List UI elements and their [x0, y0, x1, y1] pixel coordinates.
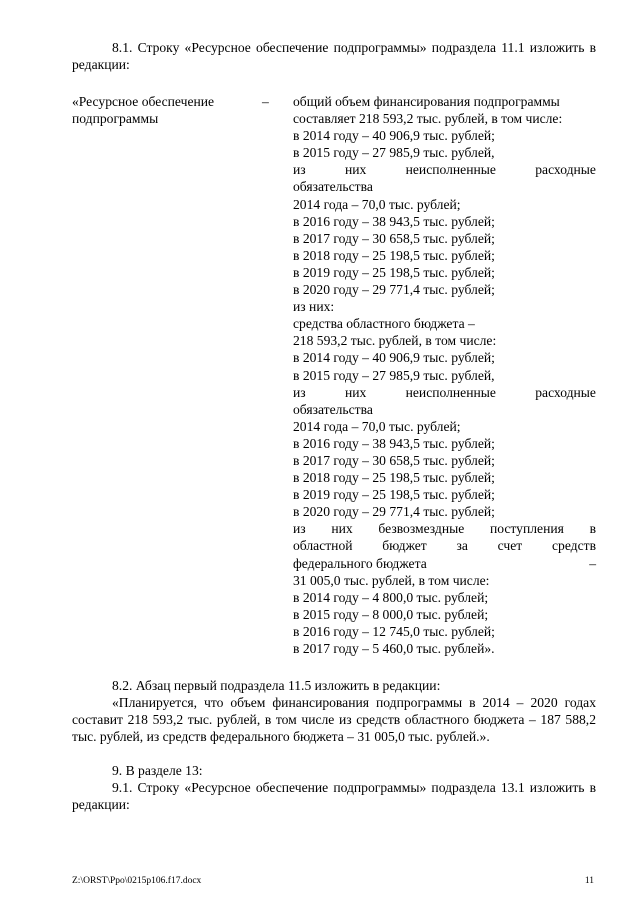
value-line: в 2018 году – 25 198,5 тыс. рублей;	[293, 247, 495, 263]
value-line: обязательства	[293, 179, 373, 195]
value-line	[293, 161, 596, 178]
value-line: в 2017 году – 30 658,5 тыс. рублей;	[293, 230, 495, 246]
footer-file-path: Z:\ORST\Ppo\0215p106.f17.docx	[72, 876, 202, 886]
value-word: –	[589, 555, 596, 571]
value-line	[293, 384, 596, 401]
label-dash: –	[262, 94, 269, 109]
value-word: бюджет	[382, 538, 427, 554]
value-line: общий объем финансирования подпрограммы	[293, 94, 560, 109]
footer-page-number: 11	[584, 876, 594, 886]
value-word: средств	[552, 538, 596, 554]
value-line: 31 005,0 тыс. рублей, в том числе:	[293, 572, 490, 588]
value-line: в 2014 году – 40 906,9 тыс. рублей;	[293, 128, 495, 144]
value-word: неисполненные	[405, 162, 496, 178]
value-line: в 2014 году – 4 800,0 тыс. рублей;	[293, 589, 489, 605]
label-line-2: подпрограммы	[72, 111, 159, 127]
value-line: в 2020 году – 29 771,4 тыс. рублей;	[293, 504, 495, 520]
value-word: безвозмездные	[378, 521, 465, 537]
value-word: расходные	[535, 384, 596, 400]
value-word: из	[293, 162, 306, 178]
value-word: них	[344, 162, 367, 178]
value-line: в 2020 году – 29 771,4 тыс. рублей;	[293, 282, 495, 298]
label-line-1: «Ресурсное обеспечение	[72, 94, 215, 109]
value-line: в 2017 году – 30 658,5 тыс. рублей;	[293, 452, 495, 468]
value-line: в 2019 году – 25 198,5 тыс. рублей;	[293, 487, 495, 503]
value-line: из них:	[293, 299, 335, 315]
value-line: средства областного бюджета –	[293, 316, 475, 332]
value-line: в 2015 году – 27 985,9 тыс. рублей,	[293, 367, 495, 383]
value-line: в 2017 году – 5 460,0 тыс. рублей».	[293, 641, 495, 656]
value-word: федерального бюджета	[293, 555, 427, 571]
value-line: в 2016 году – 38 943,5 тыс. рублей;	[293, 213, 495, 229]
value-line: в 2016 году – 12 745,0 тыс. рублей;	[293, 623, 495, 639]
value-word: в	[589, 521, 596, 537]
section-8-1-paragraph: 8.1. Строку «Ресурсное обеспечение подпрограммы» подраздела 11.1 изложить в редакции:	[72, 40, 596, 72]
value-word: поступления	[489, 521, 564, 537]
value-word: счет	[497, 538, 523, 554]
value-line: в 2019 году – 25 198,5 тыс. рублей;	[293, 264, 495, 280]
value-line: в 2016 году – 38 943,5 тыс. рублей;	[293, 435, 495, 451]
value-line	[293, 520, 596, 537]
value-line: в 2015 году – 8 000,0 тыс. рублей;	[293, 606, 489, 622]
value-word: за	[456, 538, 468, 554]
value-word: из	[293, 384, 306, 400]
value-word: областной	[293, 538, 353, 554]
value-line: 2014 года – 70,0 тыс. рублей;	[293, 196, 461, 212]
value-word: из	[293, 521, 306, 537]
value-line	[293, 555, 596, 572]
value-word: них	[344, 384, 367, 400]
value-word: них	[331, 521, 353, 537]
value-line: в 2015 году – 27 985,9 тыс. рублей,	[293, 145, 495, 161]
section-9-paragraph: 9. В разделе 13:	[112, 763, 203, 778]
value-word: расходные	[535, 162, 596, 178]
value-line: в 2014 году – 40 906,9 тыс. рублей;	[293, 350, 495, 366]
value-line: 218 593,2 тыс. рублей, в том числе:	[293, 333, 497, 349]
value-line: 2014 года – 70,0 тыс. рублей;	[293, 418, 461, 434]
value-line: обязательства	[293, 401, 373, 417]
value-line: составляет 218 593,2 тыс. рублей, в том числе:	[293, 111, 563, 127]
value-line: в 2018 году – 25 198,5 тыс. рублей;	[293, 470, 495, 486]
section-9-1-paragraph: 9.1. Строку «Ресурсное обеспечение подпрограммы» подраздела 13.1 изложить в редакции:	[72, 780, 596, 812]
quote-8-2-paragraph: «Планируется, что объем финансирования подпрограммы в 2014 – 2020 годах составит 218 593,2 тыс. рублей, в том числе из средств областного бюджета – 187 588,2 тыс. рублей, из средств федерального бюджета – 31 005,0 тыс. рублей.».	[72, 695, 596, 744]
section-8-2-paragraph: 8.2. Абзац первый подраздела 11.5 изложить в редакции:	[112, 678, 441, 693]
value-line	[293, 537, 596, 554]
table-row-label	[72, 93, 262, 127]
value-word: неисполненные	[405, 384, 496, 400]
table-row-value	[293, 93, 596, 657]
